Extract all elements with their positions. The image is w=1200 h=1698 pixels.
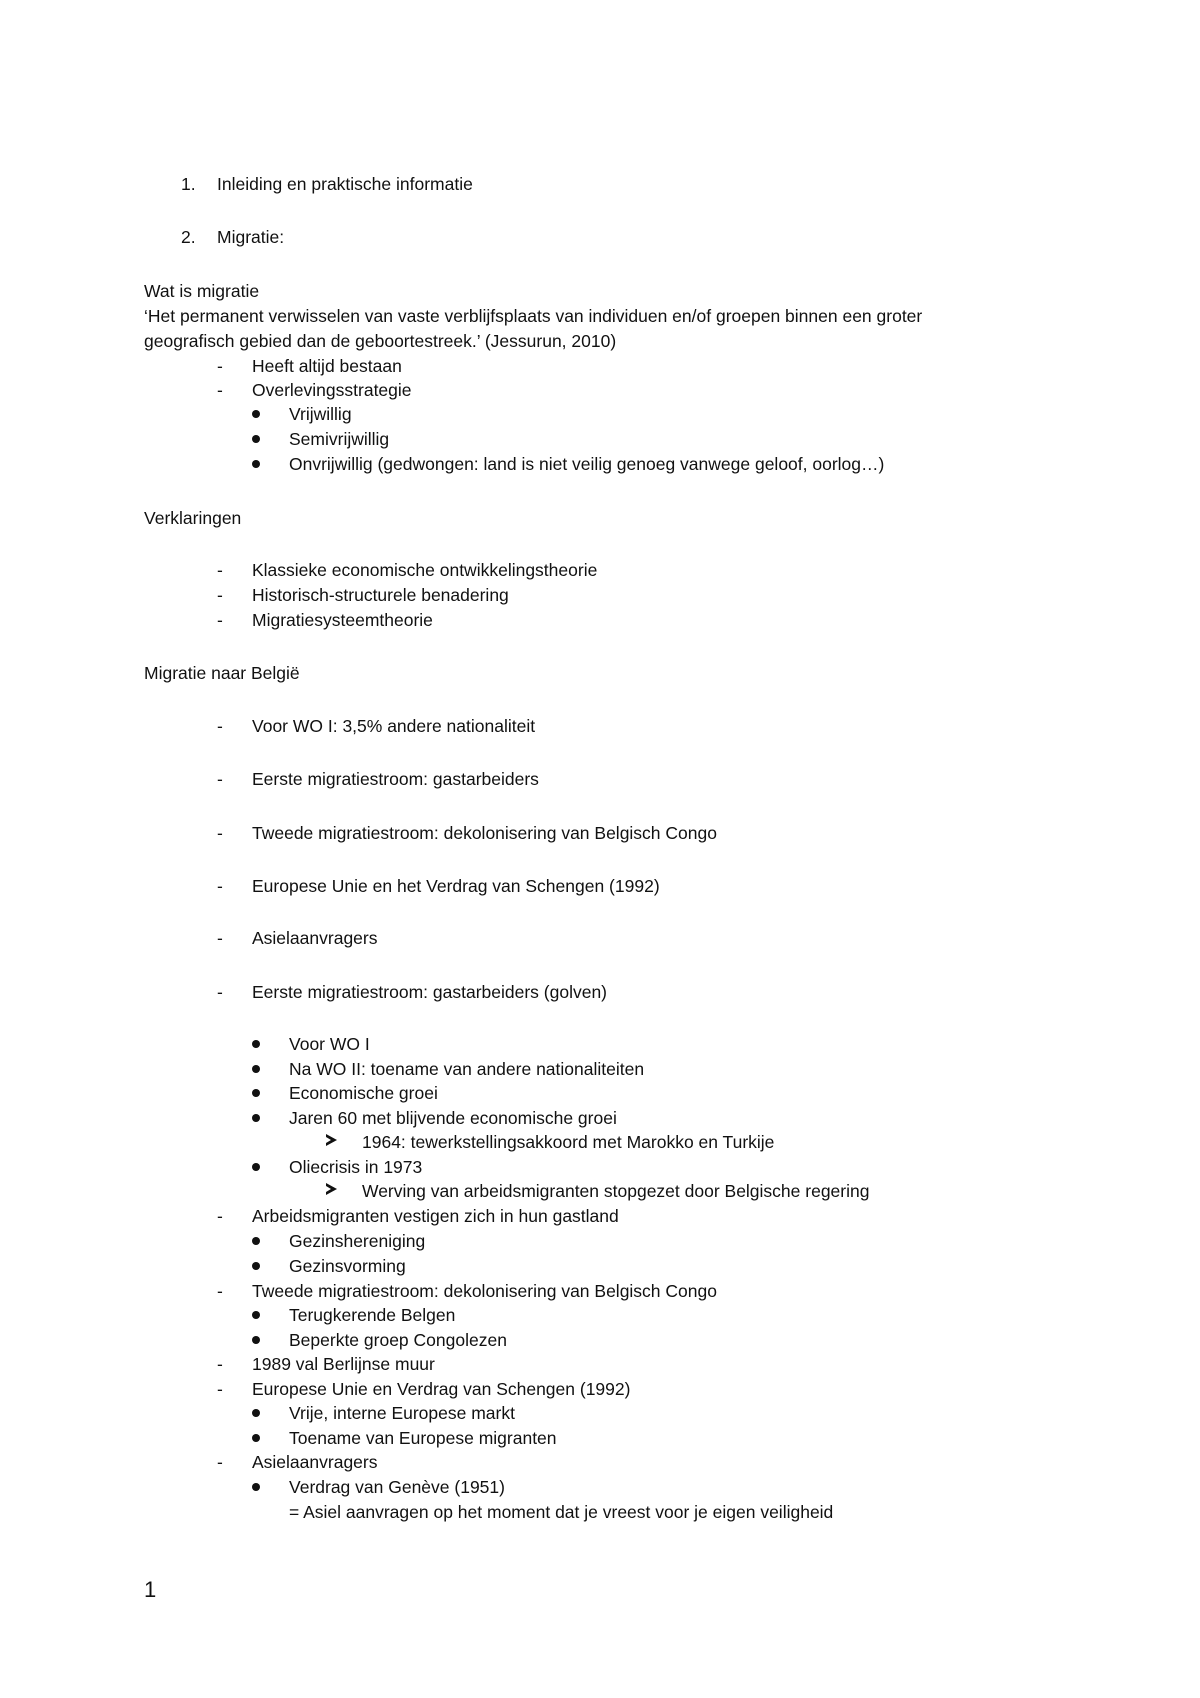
bullet-icon <box>252 1089 260 1097</box>
bullet-icon <box>252 460 260 468</box>
list-item: Vrije, interne Europese markt <box>289 1403 515 1423</box>
list-item: Tweede migratiestroom: dekolonisering van Belgisch Congo <box>252 1281 717 1301</box>
dash-marker: - <box>217 585 223 605</box>
bullet-icon <box>252 1483 260 1491</box>
list-item: Historisch-structurele benadering <box>252 585 509 605</box>
dash-marker: - <box>217 1452 223 1472</box>
dash-marker: - <box>217 823 223 843</box>
bullet-icon <box>252 435 260 443</box>
bullet-icon <box>252 1311 260 1319</box>
bullet-icon <box>252 1163 260 1171</box>
list-item: Economische groei <box>289 1083 438 1103</box>
bullet-icon <box>252 1040 260 1048</box>
bullet-icon <box>252 1434 260 1442</box>
dash-marker: - <box>217 1281 223 1301</box>
section-heading: Migratie naar België <box>144 663 300 683</box>
bullet-icon <box>252 1336 260 1344</box>
list-item: Oliecrisis in 1973 <box>289 1157 423 1177</box>
arrow-bullet-icon <box>326 1183 337 1195</box>
dash-marker: - <box>217 876 223 896</box>
list-item: Migratiesysteemtheorie <box>252 610 433 630</box>
numbered-heading: Migratie: <box>217 227 285 247</box>
list-item: Eerste migratiestroom: gastarbeiders <box>252 769 539 789</box>
list-item: Terugkerende Belgen <box>289 1305 456 1325</box>
list-item: Vrijwillig <box>289 404 352 424</box>
list-item: Asielaanvragers <box>252 1452 378 1472</box>
list-item: Voor WO I <box>289 1034 370 1054</box>
list-number: 1. <box>181 174 196 194</box>
list-item: 1989 val Berlijnse muur <box>252 1354 435 1374</box>
dash-marker: - <box>217 1206 223 1226</box>
dash-marker: - <box>217 560 223 580</box>
dash-marker: - <box>217 716 223 736</box>
list-item: Tweede migratiestroom: dekolonisering van Belgisch Congo <box>252 823 717 843</box>
quote-text: ‘Het permanent verwisselen van vaste verblijfsplaats van individuen en/of groepen binnen een groter <box>144 306 923 326</box>
list-item: Gezinshereniging <box>289 1231 426 1251</box>
section-heading: Verklaringen <box>144 508 242 528</box>
list-item: Klassieke economische ontwikkelingstheorie <box>252 560 598 580</box>
bullet-icon <box>252 1262 260 1270</box>
list-number: 2. <box>181 227 196 247</box>
bullet-icon <box>252 1114 260 1122</box>
dash-marker: - <box>217 1354 223 1374</box>
bullet-icon <box>252 410 260 418</box>
dash-marker: - <box>217 928 223 948</box>
quote-text: geografisch gebied dan de geboortestreek.’ (Jessurun, 2010) <box>144 331 617 351</box>
list-item: Werving van arbeidsmigranten stopgezet door Belgische regering <box>362 1181 870 1201</box>
list-item: 1964: tewerkstellingsakkoord met Marokko en Turkije <box>362 1132 775 1152</box>
list-item: Asielaanvragers <box>252 928 378 948</box>
list-item: Na WO II: toename van andere nationaliteiten <box>289 1059 645 1079</box>
dash-marker: - <box>217 356 223 376</box>
arrow-bullet-icon <box>326 1134 337 1146</box>
list-item: Eerste migratiestroom: gastarbeiders (golven) <box>252 982 608 1002</box>
definition-text: = Asiel aanvragen op het moment dat je vreest voor je eigen veiligheid <box>289 1502 834 1522</box>
list-item: Onvrijwillig (gedwongen: land is niet veilig genoeg vanwege geloof, oorlog…) <box>289 454 885 474</box>
list-item: Toename van Europese migranten <box>289 1428 557 1448</box>
list-item: Arbeidsmigranten vestigen zich in hun gastland <box>252 1206 619 1226</box>
dash-marker: - <box>217 982 223 1002</box>
list-item: Jaren 60 met blijvende economische groei <box>289 1108 617 1128</box>
bullet-icon <box>252 1065 260 1073</box>
list-item: Heeft altijd bestaan <box>252 356 402 376</box>
list-item: Europese Unie en Verdrag van Schengen (1992) <box>252 1379 631 1399</box>
dash-marker: - <box>217 769 223 789</box>
list-item: Voor WO I: 3,5% andere nationaliteit <box>252 716 536 736</box>
dash-marker: - <box>217 610 223 630</box>
dash-marker: - <box>217 1379 223 1399</box>
dash-marker: - <box>217 380 223 400</box>
section-heading: Wat is migratie <box>144 281 260 301</box>
list-item: Europese Unie en het Verdrag van Schengen (1992) <box>252 876 660 896</box>
bullet-icon <box>252 1409 260 1417</box>
list-item: Beperkte groep Congolezen <box>289 1330 507 1350</box>
numbered-heading: Inleiding en praktische informatie <box>217 174 473 194</box>
list-item: Semivrijwillig <box>289 429 390 449</box>
list-item: Verdrag van Genève (1951) <box>289 1477 505 1497</box>
list-item: Overlevingsstrategie <box>252 380 412 400</box>
page-number: 1 <box>144 1577 157 1602</box>
bullet-icon <box>252 1237 260 1245</box>
list-item: Gezinsvorming <box>289 1256 406 1276</box>
